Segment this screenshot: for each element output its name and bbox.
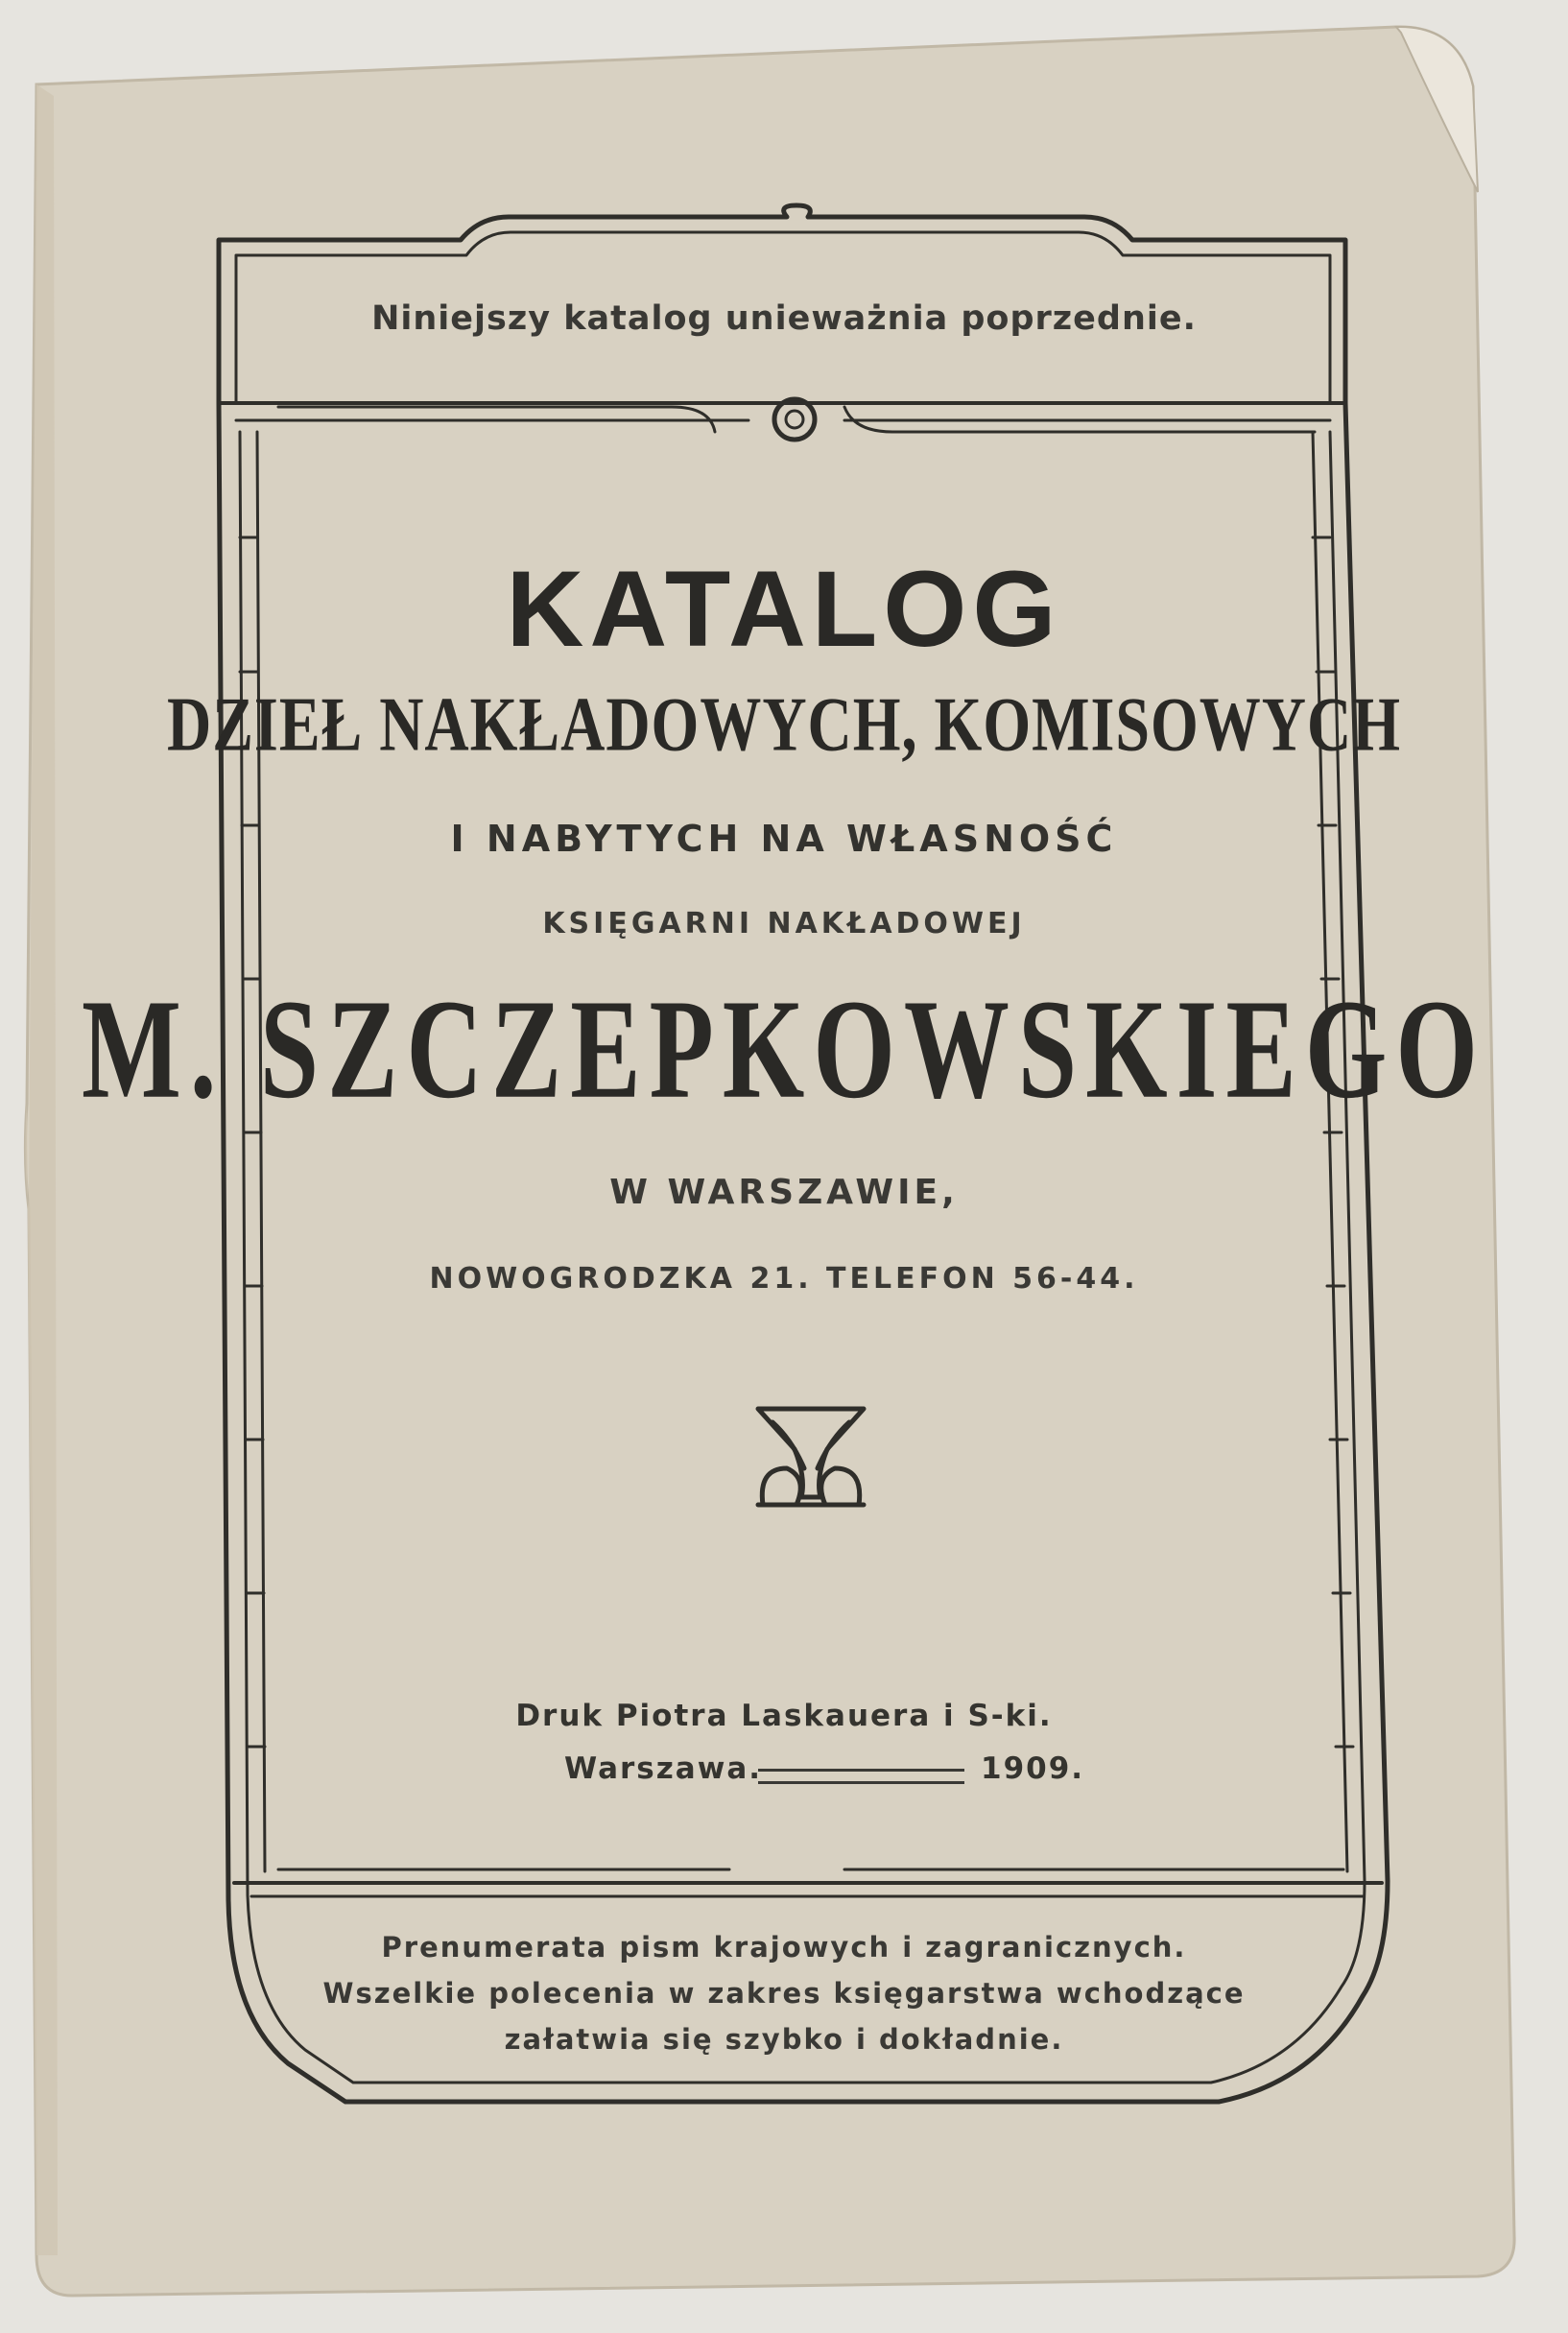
imprint-year: 1909.	[981, 1751, 1085, 1786]
imprint-line	[0, 1751, 1568, 1794]
subtitle-line-1: DZIEŁ NAKŁADOWYCH, KOMISOWYCH	[167, 681, 1401, 767]
catalog-notice: Niniejszy katalog unieważnia poprzednie.	[371, 299, 1197, 338]
imprint-city: Warszawa.	[564, 1751, 763, 1786]
advert-line-2: Wszelkie polecenia w zakres księgarstwa wchodzące	[322, 1977, 1246, 2010]
advert-line-1: Prenumerata pism krajowych i zagranicznych.	[381, 1931, 1187, 1964]
imprint-double-rule	[758, 1769, 964, 1784]
printer-credit: Druk Piotra Laskauera i S-ki.	[515, 1699, 1053, 1733]
subtitle-line-3: KSIĘGARNI NAKŁADOWEJ	[542, 907, 1026, 940]
catalog-title: KATALOG	[506, 549, 1062, 669]
cover-spine-wear	[25, 84, 58, 2255]
publisher-address: NOWOGRODZKA 21. TELEFON 56-44.	[429, 1262, 1139, 1296]
publisher-city: W WARSZAWIE,	[609, 1173, 959, 1212]
subtitle-line-2: I NABYTYCH NA WŁASNOŚĆ	[450, 818, 1118, 860]
publisher-name: M. SZCZEPKOWSKIEGO	[82, 969, 1486, 1129]
advert-line-3: załatwia się szybko i dokładnie.	[504, 2023, 1064, 2056]
